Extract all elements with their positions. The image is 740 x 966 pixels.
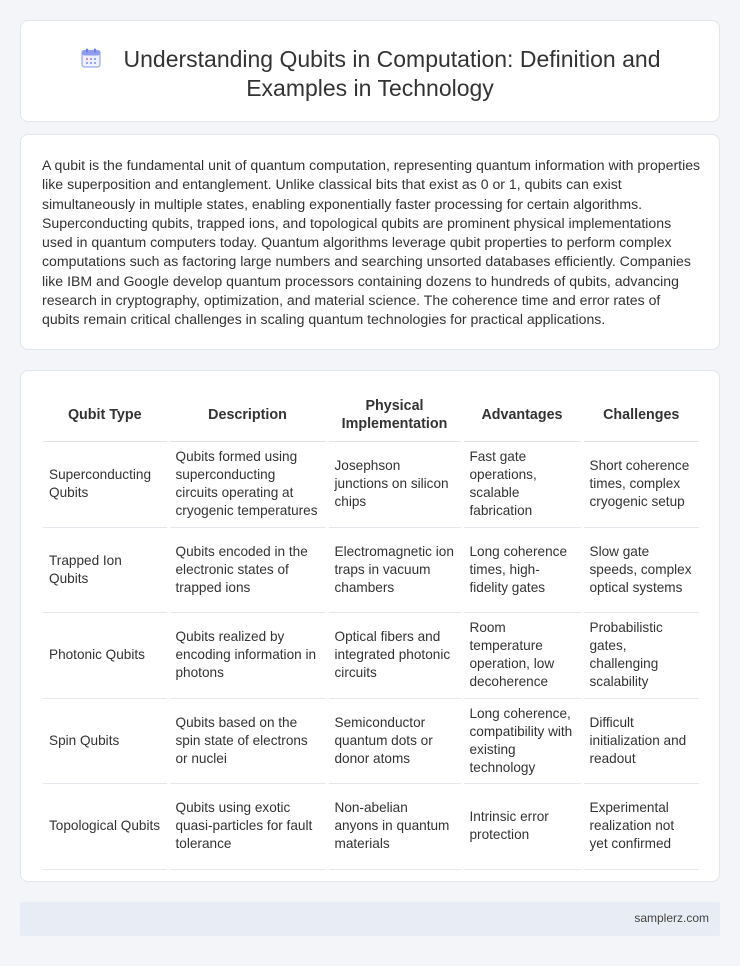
cell-qubit-type: Superconducting Qubits [43, 442, 168, 528]
table-row [43, 442, 699, 528]
cell-qubit-type: Trapped Ion Qubits [43, 527, 168, 613]
cell-physical-implementation: Josephson junctions on silicon chips [327, 442, 462, 528]
header-qubit-type: Qubit Type [43, 389, 168, 442]
title-line-2: Examples in Technology [246, 75, 494, 101]
cell-description: Qubits using exotic quasi-particles for fault tolerance [168, 784, 327, 870]
cell-description: Qubits formed using superconducting circuits operating at cryogenic temperatures [168, 442, 327, 528]
cell-advantages: Room temperature operation, low decoherence [462, 613, 582, 699]
table-row [43, 784, 699, 870]
cell-physical-implementation: Semiconductor quantum dots or donor atoms [327, 698, 462, 784]
table-row [43, 613, 699, 699]
cell-challenges: Short coherence times, complex cryogenic setup [582, 442, 699, 528]
cell-advantages: Fast gate operations, scalable fabrication [462, 442, 582, 528]
footer-site-link[interactable]: samplerz.com [634, 911, 709, 925]
cell-description: Qubits encoded in the electronic states of trapped ions [168, 527, 327, 613]
table-row [43, 698, 699, 784]
calendar-icon [80, 47, 102, 69]
title-line-1: Understanding Qubits in Computation: Definition and [123, 46, 661, 72]
cell-challenges: Experimental realization not yet confirmed [582, 784, 699, 870]
table-row [43, 527, 699, 613]
page-title [21, 45, 719, 103]
qubit-table [43, 389, 699, 870]
cell-physical-implementation: Optical fibers and integrated photonic circuits [327, 613, 462, 699]
intro-paragraph: A qubit is the fundamental unit of quantum computation, representing quantum information with properties like superposition and entanglement. Unlike classical bits that exist as 0 or 1, qubits can exist simultaneously in multiple states, enabling exponentially faster processing for certain algorithms. Superconducting qubits, trapped ions, and topological qubits are prominent physical implementations used in quantum computers today. Quantum algorithms leverage qubit properties to perform complex computations such as factoring large numbers and searching unsorted databases efficiently. Companies like IBM and Google develop quantum processors containing dozens to hundreds of qubits, advancing research in cryptography, optimization, and material science. The coherence time and error rates of qubits remain critical challenges in scaling quantum technologies for practical applications. [42, 157, 701, 328]
header-physical-implementation: Physical Implementation [327, 389, 462, 442]
cell-description: Qubits based on the spin state of electrons or nuclei [168, 698, 327, 784]
table-card [20, 370, 720, 882]
cell-physical-implementation: Electromagnetic ion traps in vacuum chambers [327, 527, 462, 613]
footer [20, 902, 720, 936]
cell-advantages: Intrinsic error protection [462, 784, 582, 870]
table-header-row [43, 389, 699, 442]
cell-challenges: Slow gate speeds, complex optical systems [582, 527, 699, 613]
cell-description: Qubits realized by encoding information in photons [168, 613, 327, 699]
title-card [20, 20, 720, 122]
cell-challenges: Probabilistic gates, challenging scalability [582, 613, 699, 699]
header-challenges: Challenges [582, 389, 699, 442]
header-advantages: Advantages [462, 389, 582, 442]
header-description: Description [168, 389, 327, 442]
cell-challenges: Difficult initialization and readout [582, 698, 699, 784]
cell-advantages: Long coherence times, high-fidelity gates [462, 527, 582, 613]
cell-qubit-type: Topological Qubits [43, 784, 168, 870]
intro-card [20, 134, 720, 350]
cell-qubit-type: Spin Qubits [43, 698, 168, 784]
cell-physical-implementation: Non-abelian anyons in quantum materials [327, 784, 462, 870]
cell-advantages: Long coherence, compatibility with existing technology [462, 698, 582, 784]
cell-qubit-type: Photonic Qubits [43, 613, 168, 699]
